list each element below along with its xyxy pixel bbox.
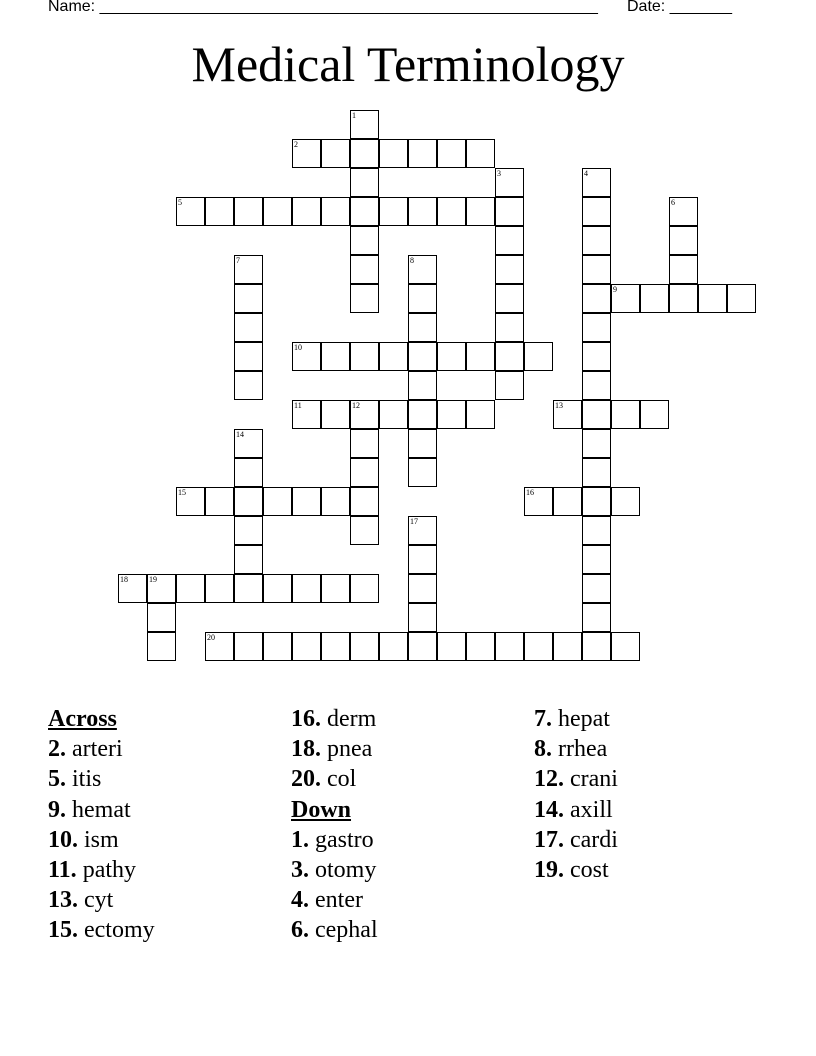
grid-cell[interactable] [524, 487, 553, 516]
grid-cell[interactable] [147, 632, 176, 661]
clue-down-14 [534, 795, 618, 825]
clue-across-10 [48, 825, 155, 855]
grid-cell[interactable] [669, 226, 698, 255]
clue-number: 6. [291, 917, 309, 944]
grid-cell[interactable] [350, 487, 379, 516]
clue-number: 11. [48, 856, 77, 883]
grid-cell[interactable] [669, 197, 698, 226]
clue-number: 16. [291, 706, 321, 732]
grid-cell[interactable] [582, 400, 611, 429]
clue-number: 4. [291, 887, 309, 914]
clue-number: 17. [534, 826, 564, 853]
cell-number: 2 [294, 140, 298, 149]
grid-cell[interactable] [582, 371, 611, 400]
clue-text: pathy [82, 856, 137, 883]
cell-number: 9 [613, 285, 617, 294]
grid-cell[interactable] [582, 313, 611, 342]
clue-down-19 [534, 855, 618, 885]
grid-cell[interactable] [466, 139, 495, 168]
grid-cell[interactable] [176, 487, 205, 516]
grid-cell[interactable] [408, 545, 437, 574]
cell-number: 1 [352, 111, 356, 120]
cell-number: 14 [236, 430, 244, 439]
grid-cell[interactable] [350, 226, 379, 255]
clue-text: axill [570, 796, 613, 823]
grid-cell[interactable] [234, 545, 263, 574]
grid-cell[interactable] [118, 574, 147, 603]
cell-number: 6 [671, 198, 675, 207]
clue-across-11 [48, 855, 155, 885]
grid-cell[interactable] [408, 342, 437, 371]
grid-cell[interactable] [234, 632, 263, 661]
grid-cell[interactable] [495, 255, 524, 284]
grid-cell[interactable] [292, 574, 321, 603]
clue-across-2 [48, 734, 155, 764]
grid-cell[interactable] [350, 284, 379, 313]
grid-cell[interactable] [466, 400, 495, 429]
grid-cell[interactable] [553, 400, 582, 429]
grid-cell[interactable] [350, 632, 379, 661]
clue-number: 18. [291, 736, 321, 763]
clue-text: hemat [72, 796, 131, 823]
clue-across-20 [291, 764, 378, 794]
grid-cell[interactable] [611, 632, 640, 661]
down-heading: Down [291, 796, 352, 823]
grid-cell[interactable] [437, 632, 466, 661]
clue-number: 12. [534, 766, 564, 793]
clue-text: cost [570, 856, 609, 883]
grid-cell[interactable] [292, 197, 321, 226]
grid-cell[interactable] [582, 574, 611, 603]
grid-cell[interactable] [495, 197, 524, 226]
grid-cell[interactable] [437, 197, 466, 226]
grid-cell[interactable] [350, 400, 379, 429]
grid-cell[interactable] [379, 400, 408, 429]
clue-down-12 [534, 764, 618, 794]
grid-cell[interactable] [234, 197, 263, 226]
grid-cell[interactable] [205, 574, 234, 603]
clue-column-2 [291, 704, 378, 946]
clue-down-1 [291, 825, 378, 855]
grid-cell[interactable] [727, 284, 756, 313]
cell-number: 20 [207, 633, 215, 642]
clue-text: col [327, 766, 357, 793]
clue-text: hepat [558, 706, 610, 732]
clue-text: cyt [84, 887, 114, 914]
grid-cell[interactable] [379, 197, 408, 226]
grid-cell[interactable] [437, 400, 466, 429]
grid-cell[interactable] [582, 603, 611, 632]
grid-cell[interactable] [640, 400, 669, 429]
grid-cell[interactable] [582, 458, 611, 487]
grid-cell[interactable] [408, 632, 437, 661]
grid-cell[interactable] [350, 429, 379, 458]
grid-cell[interactable] [321, 400, 350, 429]
grid-cell[interactable] [379, 139, 408, 168]
grid-cell[interactable] [350, 255, 379, 284]
clue-across-9 [48, 795, 155, 825]
grid-cell[interactable] [669, 284, 698, 313]
grid-cell[interactable] [437, 139, 466, 168]
clue-across-15 [48, 915, 155, 945]
clue-number: 3. [291, 856, 309, 883]
grid-cell[interactable] [582, 197, 611, 226]
grid-cell[interactable] [350, 197, 379, 226]
clue-number: 13. [48, 887, 78, 914]
cell-number: 3 [497, 169, 501, 178]
grid-cell[interactable] [408, 458, 437, 487]
grid-cell[interactable] [582, 545, 611, 574]
clue-text: derm [327, 706, 377, 732]
grid-cell[interactable] [495, 371, 524, 400]
cell-number: 11 [294, 401, 302, 410]
cell-number: 7 [236, 256, 240, 265]
grid-cell[interactable] [263, 197, 292, 226]
grid-cell[interactable] [553, 632, 582, 661]
grid-cell[interactable] [408, 313, 437, 342]
grid-cell[interactable] [263, 574, 292, 603]
cell-number: 5 [178, 198, 182, 207]
grid-cell[interactable] [466, 197, 495, 226]
grid-cell[interactable] [582, 342, 611, 371]
grid-cell[interactable] [408, 139, 437, 168]
cell-number: 4 [584, 169, 588, 178]
grid-cell[interactable] [408, 400, 437, 429]
grid-cell[interactable] [234, 458, 263, 487]
cell-number: 13 [555, 401, 563, 410]
grid-cell[interactable] [495, 226, 524, 255]
grid-cell[interactable] [611, 400, 640, 429]
grid-cell[interactable] [582, 516, 611, 545]
grid-cell[interactable] [234, 516, 263, 545]
clue-down-3 [291, 855, 378, 885]
grid-cell[interactable] [611, 487, 640, 516]
grid-cell[interactable] [292, 400, 321, 429]
grid-cell[interactable] [466, 632, 495, 661]
clue-text: cardi [570, 826, 618, 853]
grid-cell[interactable] [321, 139, 350, 168]
cell-number: 10 [294, 343, 302, 352]
clue-text: rrhea [558, 736, 608, 763]
grid-cell[interactable] [408, 255, 437, 284]
clue-down-4 [291, 885, 378, 915]
clue-across-18 [291, 734, 378, 764]
grid-cell[interactable] [466, 342, 495, 371]
clue-text: enter [315, 887, 363, 914]
grid-cell[interactable] [698, 284, 727, 313]
grid-cell[interactable] [582, 284, 611, 313]
grid-cell[interactable] [495, 632, 524, 661]
grid-cell[interactable] [234, 313, 263, 342]
clue-number: 20. [291, 766, 321, 793]
grid-cell[interactable] [379, 632, 408, 661]
grid-cell[interactable] [350, 516, 379, 545]
grid-cell[interactable] [147, 574, 176, 603]
grid-cell[interactable] [321, 342, 350, 371]
clue-across-16 [291, 704, 378, 734]
grid-cell[interactable] [524, 342, 553, 371]
grid-cell[interactable] [408, 429, 437, 458]
grid-cell[interactable] [234, 342, 263, 371]
date-field-label: Date: _______ [627, 0, 732, 15]
clue-down-7 [534, 704, 618, 734]
grid-cell[interactable] [263, 632, 292, 661]
grid-cell[interactable] [524, 632, 553, 661]
grid-cell[interactable] [611, 284, 640, 313]
grid-cell[interactable] [350, 110, 379, 139]
clue-number: 7. [534, 706, 552, 732]
cell-number: 19 [149, 575, 157, 584]
grid-cell[interactable] [379, 342, 408, 371]
grid-cell[interactable] [437, 342, 466, 371]
grid-cell[interactable] [292, 139, 321, 168]
grid-cell[interactable] [495, 342, 524, 371]
grid-cell[interactable] [205, 487, 234, 516]
grid-cell[interactable] [669, 255, 698, 284]
cell-number: 8 [410, 256, 414, 265]
cell-number: 18 [120, 575, 128, 584]
clue-number: 9. [48, 796, 66, 823]
grid-cell[interactable] [234, 284, 263, 313]
grid-cell[interactable] [321, 197, 350, 226]
clue-down-6 [291, 915, 378, 945]
grid-cell[interactable] [205, 197, 234, 226]
clue-number: 5. [48, 766, 66, 793]
grid-cell[interactable] [263, 487, 292, 516]
clue-column-1 [48, 704, 155, 946]
grid-cell[interactable] [147, 603, 176, 632]
grid-cell[interactable] [582, 255, 611, 284]
grid-cell[interactable] [582, 487, 611, 516]
grid-cell[interactable] [176, 574, 205, 603]
grid-cell[interactable] [408, 603, 437, 632]
clue-text: ism [84, 826, 119, 853]
grid-cell[interactable] [582, 632, 611, 661]
name-field-label: Name: ________________________________________________________ [48, 0, 598, 15]
grid-cell[interactable] [408, 284, 437, 313]
grid-cell[interactable] [350, 168, 379, 197]
cell-number: 17 [410, 517, 418, 526]
cell-number: 12 [352, 401, 360, 410]
clue-across-5 [48, 764, 155, 794]
grid-cell[interactable] [640, 284, 669, 313]
clue-column-3 [534, 704, 618, 885]
grid-cell[interactable] [582, 168, 611, 197]
grid-cell[interactable] [176, 197, 205, 226]
grid-cell[interactable] [292, 632, 321, 661]
grid-cell[interactable] [350, 342, 379, 371]
grid-cell[interactable] [350, 139, 379, 168]
grid-cell[interactable] [408, 371, 437, 400]
grid-cell[interactable] [321, 487, 350, 516]
clue-number: 8. [534, 736, 552, 763]
grid-cell[interactable] [292, 487, 321, 516]
clue-number: 15. [48, 917, 78, 944]
grid-cell[interactable] [205, 632, 234, 661]
across-heading: Across [48, 706, 117, 732]
grid-cell[interactable] [234, 255, 263, 284]
grid-cell[interactable] [495, 168, 524, 197]
grid-cell[interactable] [234, 487, 263, 516]
grid-cell[interactable] [495, 313, 524, 342]
clue-number: 14. [534, 796, 564, 823]
grid-cell[interactable] [292, 342, 321, 371]
clue-number: 2. [48, 736, 66, 763]
clue-number: 1. [291, 826, 309, 853]
clue-text: pnea [327, 736, 373, 763]
grid-cell[interactable] [495, 284, 524, 313]
grid-cell[interactable] [234, 429, 263, 458]
grid-cell[interactable] [234, 371, 263, 400]
grid-cell[interactable] [582, 226, 611, 255]
clue-text: gastro [315, 826, 374, 853]
grid-cell[interactable] [408, 574, 437, 603]
clue-across-13 [48, 885, 155, 915]
clue-text: cephal [315, 917, 378, 944]
grid-cell[interactable] [350, 574, 379, 603]
grid-cell[interactable] [321, 632, 350, 661]
clue-text: crani [570, 766, 618, 793]
clue-number: 10. [48, 826, 78, 853]
cell-number: 15 [178, 488, 186, 497]
clue-text: arteri [72, 736, 123, 763]
grid-cell[interactable] [350, 458, 379, 487]
grid-cell[interactable] [408, 197, 437, 226]
page-title: Medical Terminology [191, 36, 625, 92]
grid-cell[interactable] [553, 487, 582, 516]
clue-text: ectomy [84, 917, 155, 944]
clue-text: itis [72, 766, 102, 793]
grid-cell[interactable] [408, 516, 437, 545]
clue-text: otomy [315, 856, 377, 883]
clue-down-8 [534, 734, 618, 764]
grid-cell[interactable] [321, 574, 350, 603]
grid-cell[interactable] [582, 429, 611, 458]
grid-cell[interactable] [234, 574, 263, 603]
clue-down-17 [534, 825, 618, 855]
clue-number: 19. [534, 856, 564, 883]
cell-number: 16 [526, 488, 534, 497]
